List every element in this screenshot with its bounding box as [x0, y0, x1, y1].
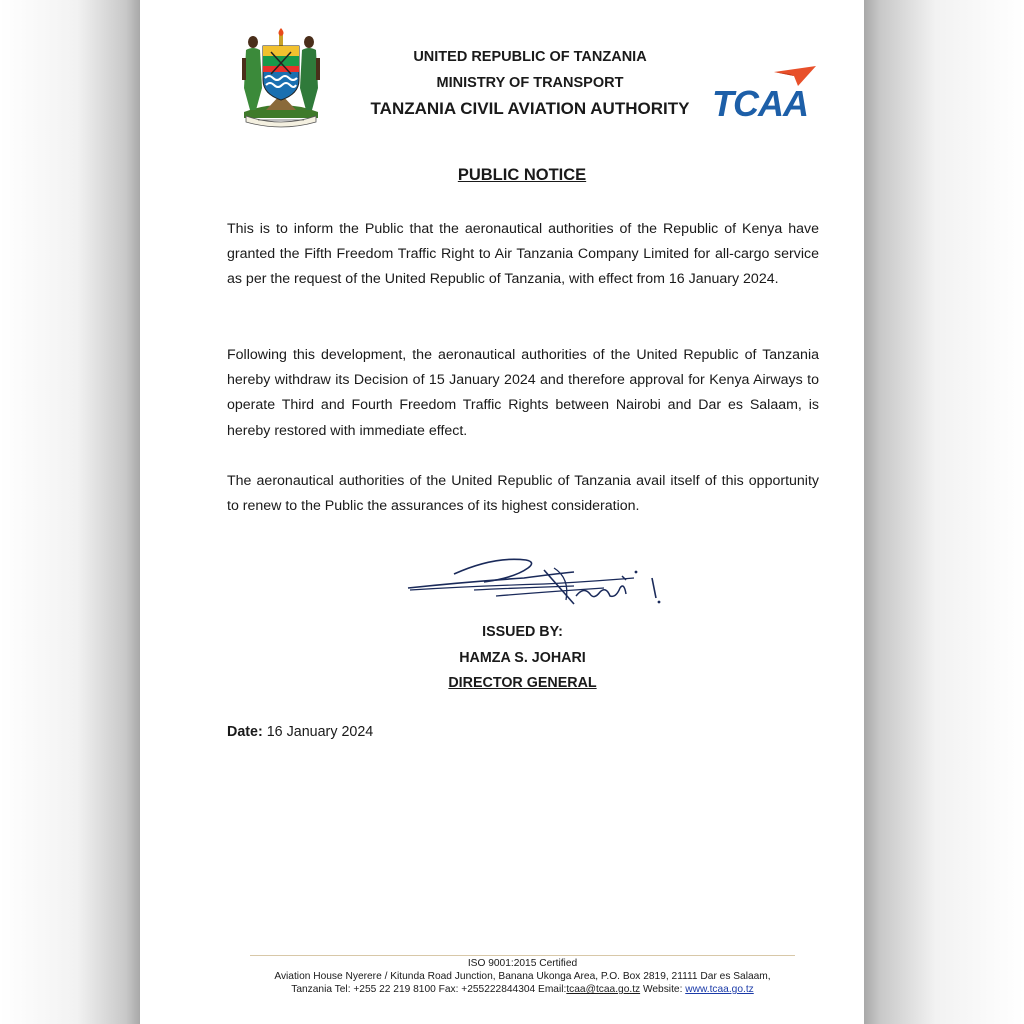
footer-divider — [250, 955, 795, 956]
page-shadow-left — [0, 0, 140, 1024]
header-authority: TANZANIA CIVIL AVIATION AUTHORITY — [370, 99, 690, 118]
notice-paragraph-1: This is to inform the Public that the aeronautical authorities of the Republic of Kenya have granted the Fifth Freedom Traffic Right to Air Tanzania Company Limited for all-cargo service as per the request of the United Republic of Tanzania, with effect from 16 January 2024. — [227, 221, 819, 288]
notice-paragraph-3: The aeronautical authorities of the United Republic of Tanzania avail itself of this opportunity to renew to the Public the assurances of its highest consideration. — [227, 473, 819, 515]
header-country: UNITED REPUBLIC OF TANZANIA — [413, 49, 647, 65]
tanzania-coat-of-arms-icon — [236, 28, 326, 128]
footer-contact-prefix: Tanzania Tel: +255 22 219 8100 Fax: +255222844304 Email: — [291, 984, 567, 995]
footer-address: Aviation House Nyerere / Kitunda Road Junction, Banana Ukonga Area, P.O. Box 2819, 21111 Dar es Salaam, — [274, 971, 771, 982]
signatory-position: DIRECTOR GENERAL — [448, 675, 597, 691]
notice-date — [227, 724, 373, 740]
notice-title: PUBLIC NOTICE — [457, 166, 587, 184]
signatory-name: HAMZA S. JOHARI — [459, 650, 586, 666]
page-shadow-right — [864, 0, 1024, 1024]
date-label: Date: — [227, 724, 263, 740]
footer-contact — [235, 984, 810, 996]
notice-paragraph-2: Following this development, the aeronautical authorities of the United Republic of Tanzania hereby withdraw its Decision of 15 January 2024 and therefore approval for Kenya Airways to operate Third and Fourth Freedom Traffic Rights between Nairobi and Dar es Salaam, is hereby restored with immediate effect. — [227, 347, 819, 439]
tcaa-logo — [712, 62, 822, 122]
tcaa-logo-text: TCAA — [712, 83, 808, 122]
footer-certification: ISO 9001:2015 Certified — [467, 958, 578, 969]
signature-image — [404, 548, 674, 614]
header-ministry: MINISTRY OF TRANSPORT — [436, 75, 624, 91]
issued-by-label: ISSUED BY: — [482, 624, 563, 640]
footer-website-link[interactable]: www.tcaa.go.tz — [685, 984, 754, 995]
document-page — [140, 0, 864, 1024]
footer-email-link[interactable]: tcaa@tcaa.go.tz — [566, 984, 641, 995]
footer-website-label: Website: — [640, 984, 686, 995]
date-value: 16 January 2024 — [266, 724, 374, 740]
